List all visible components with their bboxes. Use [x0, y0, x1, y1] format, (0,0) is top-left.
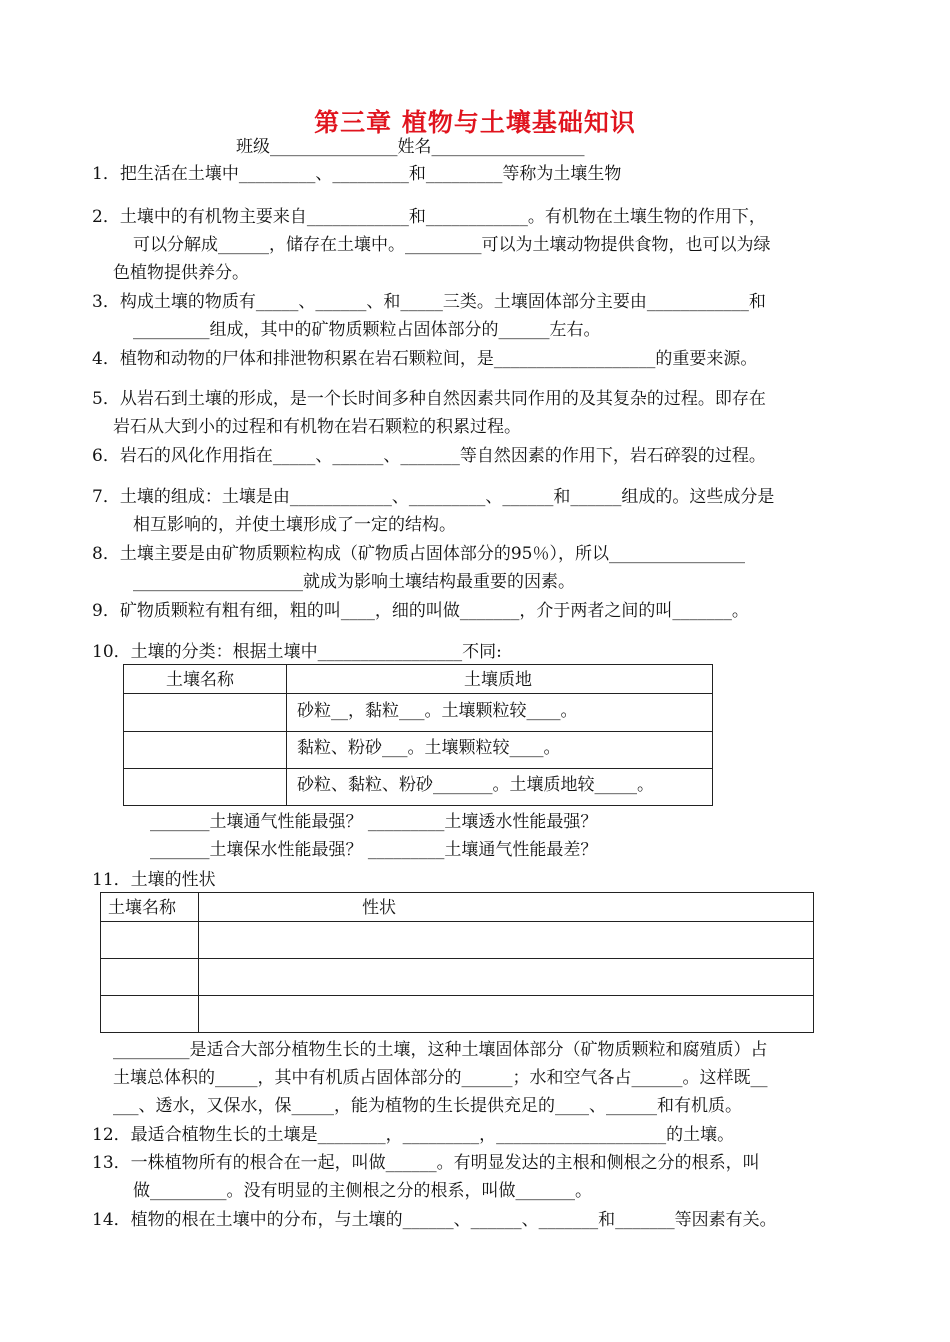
question-9: 9．矿物质颗粒有粗有细，粗的叫____，细的叫做_______，介于两者之间的叫_______。: [92, 601, 749, 621]
table-header-cell: [199, 893, 814, 922]
question-5-line-2: 岩石从大到小的过程和有机物在岩石颗粒的积累过程。: [113, 417, 521, 437]
table-cell: [101, 922, 199, 959]
question-11-text-line-2: 土壤总体积的_____，其中有机质占固体部分的______；水和空气各占______。这样既__: [113, 1068, 768, 1088]
question-2-line-3: 色植物提供养分。: [113, 263, 249, 283]
question-10-followup-1: _______土壤通气性能最强？ _________土壤透水性能最强？: [150, 812, 598, 832]
table-cell: [124, 694, 287, 732]
question-11: 11．土壤的性状: [92, 870, 216, 890]
question-13-line-1: 13．一株植物所有的根合在一起，叫做______。有明显发达的主根和侧根之分的根系，叫: [92, 1153, 760, 1173]
question-10: 10．土壤的分类：根据土壤中_________________不同:: [92, 642, 502, 662]
table-cell: [124, 732, 287, 769]
table-header-soil-name: 土壤名称: [166, 670, 234, 690]
question-13-line-2: 做_________。没有明显的主侧根之分的根系，叫做_______。: [133, 1181, 592, 1201]
table-cell: [124, 769, 287, 806]
table-row-1-texture: 砂粒__，黏粒___。土壤颗粒较____。: [297, 701, 578, 721]
question-14: 14．植物的根在土壤中的分布，与土壤的______、______、_______和_______等因素有关。: [92, 1210, 777, 1230]
table-header-soil-texture: 土壤质地: [464, 670, 532, 690]
question-4: 4．植物和动物的尸体和排泄物积累在岩石颗粒间，是___________________的重要来源。: [92, 349, 758, 369]
table-cell: [199, 996, 814, 1033]
question-8-line-1: 8．土壤主要是由矿物质颗粒构成（矿物质占固体部分的95％），所以________________: [92, 544, 745, 564]
question-11-text-line-1: _________是适合大部分植物生长的土壤，这种土壤固体部分（矿物质颗粒和腐殖质）占: [113, 1040, 768, 1060]
table-header-soil-name: 土壤名称: [108, 898, 176, 918]
page-title: 第三章 植物与土壤基础知识: [314, 108, 636, 137]
question-1: 1．把生活在土壤中_________、_________和_________等称为土壤生物: [92, 164, 622, 184]
question-11-text-line-3: ___、透水，又保水，保_____，能为植物的生长提供充足的____、______和有机质。: [113, 1096, 742, 1116]
table-header-properties: 性状: [362, 898, 396, 918]
question-3-line-1: 3．构成土壤的物质有_____、______、和_____三类。土壤固体部分主要由____________和: [92, 292, 766, 312]
question-12: 12．最适合植物生长的土壤是________，_________，____________________的土壤。: [92, 1125, 735, 1145]
table-row-3-texture: 砂粒、黏粒、粉砂_______。土壤质地较_____。: [297, 775, 654, 795]
question-10-followup-2: _______土壤保水性能最强？ _________土壤通气性能最差？: [150, 840, 598, 860]
question-2-line-2: 可以分解成______，储存在土壤中。_________可以为土壤动物提供食物，也可以为绿: [133, 235, 771, 255]
table-row-2-texture: 黏粒、粉砂___。土壤颗粒较____。: [297, 738, 561, 758]
question-2-line-1: 2．土壤中的有机物主要来自____________和____________。有机物在土壤生物的作用下，: [92, 207, 766, 227]
question-6: 6．岩石的风化作用指在_____、______、_______等自然因素的作用下，岩石碎裂的过程。: [92, 446, 766, 466]
question-7-line-2: 相互影响的，并使土壤形成了一定的结构。: [133, 515, 456, 535]
class-name-line: 班级_______________姓名__________________: [236, 137, 585, 157]
question-5-line-1: 5．从岩石到土壤的形成，是一个长时间多种自然因素共同作用的及其复杂的过程。即存在: [92, 389, 766, 409]
table-cell: [199, 922, 814, 959]
question-7-line-1: 7．土壤的组成：土壤是由____________、_________、______和______组成的。这些成分是: [92, 487, 775, 507]
question-3-line-2: _________组成，其中的矿物质颗粒占固体部分的______左右。: [133, 320, 601, 340]
table-cell: [101, 959, 199, 996]
soil-properties-table: [100, 892, 814, 1033]
table-cell: [101, 996, 199, 1033]
table-cell: [199, 959, 814, 996]
question-8-line-2: ____________________就成为影响土壤结构最重要的因素。: [133, 572, 575, 592]
